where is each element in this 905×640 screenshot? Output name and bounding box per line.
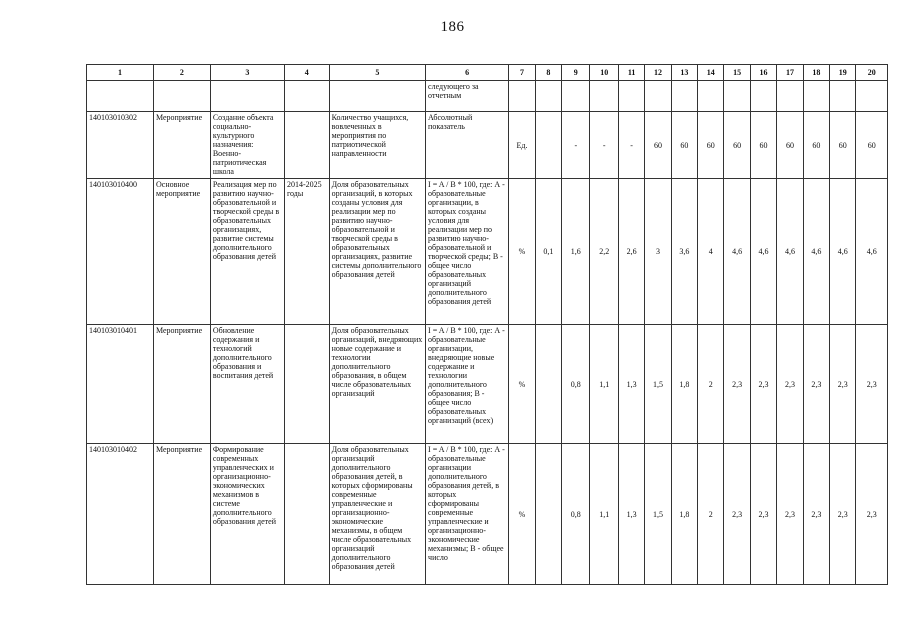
header-cell: 9 [562,65,590,81]
value-cell: 0,8 [562,325,590,444]
period-cell [284,325,329,444]
code-cell: 140103010401 [87,325,154,444]
type-cell: Мероприятие [154,444,211,585]
name-cell: Обновление содержания и технологий дополнительного образования и воспитания детей [210,325,284,444]
indicator-cell: Доля образовательных организаций дополнительного образования детей, в которых сформированы современные управленческие и организационно-экономические механизмы, в общем числе образовательных организаций дополнительного образования детей [329,444,425,585]
value-cell: 2,2 [590,179,618,325]
value-cell: 2,3 [856,444,888,585]
value-cell: 60 [671,112,697,179]
value-cell: 1,8 [671,444,697,585]
formula-cell: следующего за отчетным [426,81,509,112]
value-cell: 4,6 [777,179,803,325]
header-cell: 6 [426,65,509,81]
value-cell: 2,3 [856,325,888,444]
indicator-cell: Доля образовательных организаций, в которых созданы условия для реализации мер по развитию научно-образовательной и творческой среды в образовательных организациях, развитие системы дополнительного образования детей [329,179,425,325]
value-cell: 4,6 [856,179,888,325]
value-cell: - [562,112,590,179]
value-cell: 2,3 [777,444,803,585]
value-cell: 0,8 [562,444,590,585]
value-cell: 4,6 [724,179,750,325]
unit-cell: % [509,444,535,585]
type-cell: Основное мероприятие [154,179,211,325]
value-cell: 2,6 [618,179,644,325]
formula-cell: I = A / B * 100, где: А - образовательные организации дополнительного образования детей, в которых сформированы современные управленческие и организационно-экономические механизмы; В - общее число [426,444,509,585]
value-cell: 1,1 [590,444,618,585]
type-cell: Мероприятие [154,112,211,179]
header-cell: 3 [210,65,284,81]
value-cell: 60 [724,112,750,179]
period-cell [284,444,329,585]
header-cell: 7 [509,65,535,81]
table-row [87,325,888,444]
name-cell: Реализация мер по развитию научно-образовательной и творческой среды в образовательных организациях, развитие системы дополнительного образования детей [210,179,284,325]
value-cell: 1,8 [671,325,697,444]
value-cell: 60 [777,112,803,179]
formula-cell: Абсолютный показатель [426,112,509,179]
value-cell: 2,3 [830,444,856,585]
name-cell: Создание объекта социально-культурного назначения: Военно-патриотическая школа [210,112,284,179]
header-cell: 10 [590,65,618,81]
value-cell: 0,1 [535,179,561,325]
value-cell: 2,3 [724,444,750,585]
header-cell: 12 [645,65,671,81]
value-cell: 3 [645,179,671,325]
header-cell: 16 [750,65,776,81]
header-cell: 14 [698,65,724,81]
value-cell: 60 [856,112,888,179]
value-cell: 2,3 [750,444,776,585]
table-row [87,179,888,325]
header-cell: 1 [87,65,154,81]
value-cell: 2 [698,444,724,585]
header-cell: 2 [154,65,211,81]
code-cell: 140103010400 [87,179,154,325]
name-cell: Формирование современных управленческих и организационно-экономических механизмов в системе дополнительного образования детей [210,444,284,585]
value-cell: 4,6 [750,179,776,325]
value-cell: 1,6 [562,179,590,325]
header-cell: 19 [830,65,856,81]
value-cell [535,112,561,179]
formula-cell: I = A / B * 100, где: А - образовательные организации, внедряющие новые содержание и технологии дополнительного образования; В - общее число образовательных организаций (всех) [426,325,509,444]
formula-cell: I = A / B * 100, где: А - образовательные организации, в которых созданы условия для реализации мер по развитию научно-образовательной и творческой среды; В - общее число образовательных организаций дополнительного образования детей [426,179,509,325]
value-cell [535,444,561,585]
value-cell: 2,3 [803,325,829,444]
value-cell: 2 [698,325,724,444]
header-row [87,65,888,81]
header-cell: 15 [724,65,750,81]
value-cell: - [590,112,618,179]
value-cell: 60 [803,112,829,179]
value-cell: 4,6 [803,179,829,325]
continuation-row [87,81,888,112]
period-cell: 2014-2025 годы [284,179,329,325]
header-cell: 20 [856,65,888,81]
value-cell: - [618,112,644,179]
value-cell: 1,1 [590,325,618,444]
value-cell: 2,3 [830,325,856,444]
code-cell: 140103010402 [87,444,154,585]
value-cell: 1,3 [618,325,644,444]
header-cell: 5 [329,65,425,81]
unit-cell: % [509,179,535,325]
indicator-cell: Доля образовательных организаций, внедряющих новые содержание и технологии дополнительного образования, в общем числе образовательных организаций [329,325,425,444]
value-cell: 1,3 [618,444,644,585]
page-number: 186 [440,19,465,35]
value-cell: 2,3 [777,325,803,444]
code-cell: 140103010302 [87,112,154,179]
value-cell: 1,5 [645,444,671,585]
value-cell: 1,5 [645,325,671,444]
value-cell: 3,6 [671,179,697,325]
value-cell: 2,3 [724,325,750,444]
value-cell: 60 [698,112,724,179]
unit-cell: % [509,325,535,444]
header-cell: 8 [535,65,561,81]
indicator-cell: Количество учащихся, вовлеченных в мероприятия по патриотической направленности [329,112,425,179]
value-cell [535,325,561,444]
indicator-table [86,64,888,585]
value-cell: 60 [645,112,671,179]
value-cell: 2,3 [803,444,829,585]
type-cell: Мероприятие [154,325,211,444]
header-cell: 17 [777,65,803,81]
table-row [87,444,888,585]
header-cell: 4 [284,65,329,81]
value-cell: 4,6 [830,179,856,325]
header-cell: 13 [671,65,697,81]
value-cell: 4 [698,179,724,325]
table-row [87,112,888,179]
header-cell: 11 [618,65,644,81]
value-cell: 2,3 [750,325,776,444]
unit-cell: Ед. [509,112,535,179]
header-cell: 18 [803,65,829,81]
value-cell: 60 [830,112,856,179]
value-cell: 60 [750,112,776,179]
period-cell [284,112,329,179]
